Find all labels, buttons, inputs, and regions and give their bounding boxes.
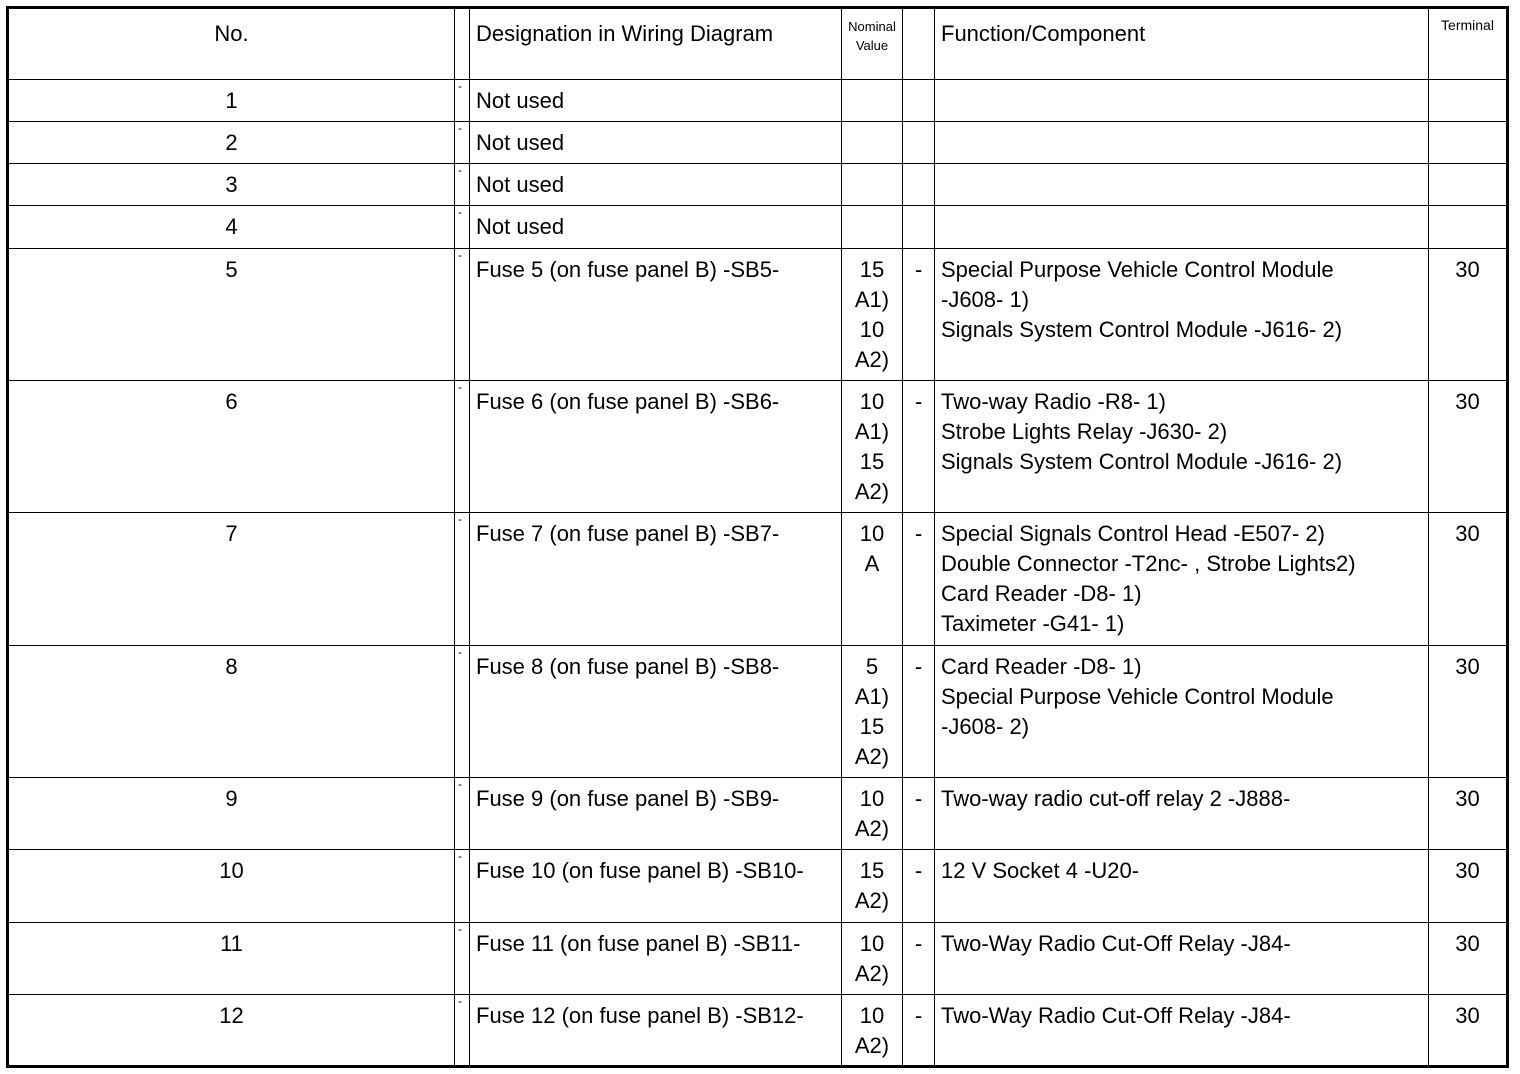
cell-designation: Fuse 12 (on fuse panel B) -SB12- <box>470 994 842 1066</box>
header-nominal-value: Nominal Value <box>842 8 903 80</box>
cell-dash: - <box>903 850 935 922</box>
cell-terminal: 30 <box>1429 922 1508 994</box>
cell-tick: - <box>455 80 470 122</box>
table-body <box>8 80 1508 1067</box>
cell-dash: - <box>903 922 935 994</box>
cell-tick: - <box>455 380 470 512</box>
cell-nominal-value: 5 A1) 15 A2) <box>842 645 903 777</box>
cell-nominal-value: 15 A1) 10 A2) <box>842 248 903 380</box>
cell-dash: - <box>903 645 935 777</box>
cell-terminal: 30 <box>1429 513 1508 645</box>
cell-function-component: Special Signals Control Head -E507- 2) Double Connector -T2nc- , Strobe Lights2) Card Reader -D8- 1) Taximeter -G41- 1) <box>935 513 1429 645</box>
cell-function-component <box>935 122 1429 164</box>
cell-designation: Fuse 8 (on fuse panel B) -SB8- <box>470 645 842 777</box>
cell-terminal: 30 <box>1429 380 1508 512</box>
cell-designation: Not used <box>470 206 842 248</box>
table-row <box>8 513 1508 645</box>
cell-terminal: 30 <box>1429 778 1508 850</box>
cell-terminal <box>1429 80 1508 122</box>
cell-terminal: 30 <box>1429 645 1508 777</box>
cell-nominal-value: 10 A1) 15 A2) <box>842 380 903 512</box>
cell-tick: - <box>455 248 470 380</box>
cell-no: 1 <box>8 80 455 122</box>
cell-no: 9 <box>8 778 455 850</box>
table-row <box>8 122 1508 164</box>
table-row <box>8 850 1508 922</box>
table-row <box>8 206 1508 248</box>
header-terminal: Terminal <box>1429 8 1508 80</box>
table-row <box>8 164 1508 206</box>
cell-no: 8 <box>8 645 455 777</box>
cell-terminal: 30 <box>1429 994 1508 1066</box>
cell-terminal <box>1429 122 1508 164</box>
cell-no: 2 <box>8 122 455 164</box>
cell-dash: - <box>903 994 935 1066</box>
cell-tick: - <box>455 164 470 206</box>
cell-designation: Not used <box>470 80 842 122</box>
cell-function-component <box>935 80 1429 122</box>
cell-function-component: Two-Way Radio Cut-Off Relay -J84- <box>935 994 1429 1066</box>
cell-designation: Fuse 6 (on fuse panel B) -SB6- <box>470 380 842 512</box>
cell-no: 4 <box>8 206 455 248</box>
header-no: No. <box>8 8 455 80</box>
cell-tick: - <box>455 206 470 248</box>
cell-function-component: 12 V Socket 4 -U20- <box>935 850 1429 922</box>
cell-no: 7 <box>8 513 455 645</box>
cell-function-component <box>935 164 1429 206</box>
table-row <box>8 248 1508 380</box>
cell-tick: - <box>455 645 470 777</box>
cell-terminal <box>1429 164 1508 206</box>
cell-nominal-value: 10 A2) <box>842 778 903 850</box>
cell-terminal: 30 <box>1429 850 1508 922</box>
cell-function-component <box>935 206 1429 248</box>
cell-designation: Not used <box>470 164 842 206</box>
header-function-component: Function/Component <box>935 8 1429 80</box>
table-row <box>8 380 1508 512</box>
cell-designation: Fuse 9 (on fuse panel B) -SB9- <box>470 778 842 850</box>
table-row <box>8 80 1508 122</box>
cell-terminal: 30 <box>1429 248 1508 380</box>
cell-designation: Fuse 7 (on fuse panel B) -SB7- <box>470 513 842 645</box>
cell-function-component: Two-way Radio -R8- 1) Strobe Lights Relay -J630- 2) Signals System Control Module -J616- 2) <box>935 380 1429 512</box>
cell-no: 3 <box>8 164 455 206</box>
cell-no: 5 <box>8 248 455 380</box>
cell-dash <box>903 206 935 248</box>
cell-no: 11 <box>8 922 455 994</box>
cell-tick: - <box>455 778 470 850</box>
cell-designation: Fuse 5 (on fuse panel B) -SB5- <box>470 248 842 380</box>
header-row <box>8 8 1508 80</box>
cell-no: 12 <box>8 994 455 1066</box>
cell-nominal-value: 10 A <box>842 513 903 645</box>
cell-nominal-value <box>842 80 903 122</box>
cell-dash <box>903 164 935 206</box>
cell-function-component: Special Purpose Vehicle Control Module -J608- 1) Signals System Control Module -J616- 2) <box>935 248 1429 380</box>
cell-terminal <box>1429 206 1508 248</box>
table-row <box>8 778 1508 850</box>
header-designation: Designation in Wiring Diagram <box>470 8 842 80</box>
fuse-table <box>6 6 1509 1068</box>
cell-tick: - <box>455 850 470 922</box>
cell-dash: - <box>903 513 935 645</box>
cell-function-component: Two-way radio cut-off relay 2 -J888- <box>935 778 1429 850</box>
cell-nominal-value <box>842 122 903 164</box>
table-row <box>8 645 1508 777</box>
cell-tick: - <box>455 122 470 164</box>
cell-function-component: Two-Way Radio Cut-Off Relay -J84- <box>935 922 1429 994</box>
cell-no: 10 <box>8 850 455 922</box>
cell-dash <box>903 122 935 164</box>
cell-dash <box>903 80 935 122</box>
cell-designation: Not used <box>470 122 842 164</box>
header-spacer-2 <box>903 8 935 80</box>
table-row <box>8 994 1508 1066</box>
cell-nominal-value <box>842 164 903 206</box>
cell-nominal-value: 10 A2) <box>842 994 903 1066</box>
cell-tick: - <box>455 994 470 1066</box>
header-spacer <box>455 8 470 80</box>
cell-no: 6 <box>8 380 455 512</box>
cell-function-component: Card Reader -D8- 1) Special Purpose Vehicle Control Module -J608- 2) <box>935 645 1429 777</box>
cell-nominal-value: 10 A2) <box>842 922 903 994</box>
cell-dash: - <box>903 778 935 850</box>
cell-nominal-value <box>842 206 903 248</box>
table-row <box>8 922 1508 994</box>
cell-dash: - <box>903 248 935 380</box>
cell-dash: - <box>903 380 935 512</box>
cell-tick: - <box>455 922 470 994</box>
cell-tick: - <box>455 513 470 645</box>
cell-designation: Fuse 11 (on fuse panel B) -SB11- <box>470 922 842 994</box>
cell-designation: Fuse 10 (on fuse panel B) -SB10- <box>470 850 842 922</box>
cell-nominal-value: 15 A2) <box>842 850 903 922</box>
